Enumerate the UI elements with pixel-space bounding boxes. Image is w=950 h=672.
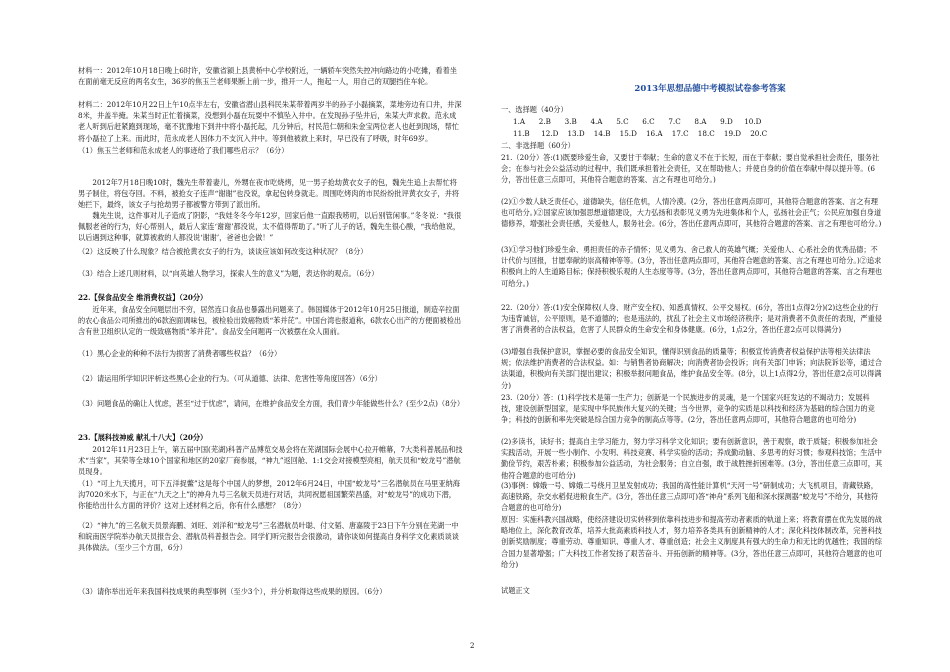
answer-22-1-2: 22.（20分）答:(1)安全保障权(人身、财产安全权)、知悉真情权、公平交易权。(6分，答出1点得2分)(2)这些企业的行为违背诚信，公平原则，是不道德的；也是违法的，扰乱了社会主义市场经济秩序；是对消费者不负责任的表现，严重侵害了消费者的合法权益，危害了人民群众的生命安全和身体健康。(6分，1点2分，答出任意2点可以得满分) — [501, 303, 882, 335]
question-22-3: （3）问题食品的确让人忧虑，甚至“过于忧虑”，请问，在维护食品安全方面，我们青少年能做些什么？(至少2点)（8分） — [78, 399, 465, 408]
section-23-body: 2012年11月23日上午，第五届中国(芜湖)科普产品博览交易会将在芜湖国际会展中心拉开帷幕，7大类科普展品和技术“当家”，其荣等全球10个国家和地区的20家厂商参展，“神九”返回舱、1:1交会对接模型亮相，航天员和“蛟龙号”潜航员现身。 — [78, 445, 463, 477]
wei-story-para-1: 2012年7月18日晚10时，魏先生带着妻儿，外甥在夜市吃烧烤，见一男子抢劫黄衣女子的包，魏先生追上去帮忙将男子制住，将包夺回。不料，被抢女子连声“谢谢”也没说，拿起包转身就走。周围吃烤肉的市民纷纷批评黄衣女子，并将她拦下，最终，该女子与抢劫男子都被警方带到了派出所。 — [78, 178, 460, 210]
section-22-title: 【保食品安全 维消费权益】（20分） — [90, 293, 208, 302]
free-response-heading: 二、非选择题（60分） — [501, 141, 575, 150]
mc-answers-row-1: 1.A 2.B 3.B 4.A 5.C 6.C 7.C 8.A 9.D 10.D — [513, 117, 762, 126]
question-21-1: （1）焦玉兰老师和范永成老人的事迹给了我们哪些启示？（6分） — [78, 146, 289, 155]
answer-21-2: (2)①少数人缺乏责任心，道德缺失，信任危机，人情冷漠。(2分，答出任意两点即可，其他符合题意的答案、言之有理也可给分。)②国家应该加强思想道德建设，大力弘扬和表彰见义勇为先进集体和个人，弘扬社会正气；公民应加强自身道德修养，增强社会责任感，关爱他人，服务社会。(6分，答出任意两点即可，其他符合题意的答案、言之有理也可给分。) — [501, 197, 882, 229]
question-22-2: （2）请运用所学知识评析这些黑心企业的行为。（可从道德、法律、危害性等角度回答）（6分） — [78, 374, 382, 383]
question-21-2: （2）这反映了什么现象？结合被抢黄衣女子的行为，谈谈应该如何改变这种状况？（8分） — [78, 247, 368, 256]
mc-answers-row-2: 11.B 12.D 13.D 14.B 15.D 16.A 17.C 18.C 19.D 20.C — [513, 129, 768, 138]
answer-21-3: (3)①学习他们珍爱生命、勇担责任的赤子情怀；见义勇为、舍己救人的英雄气概；关爱他人、心系社会的优秀品德；不计代价与回报，甘愿奉献的崇高精神等等。(3分，答出任意两点即可，其他符合题意的答案、言之有理也可给分。)②追求积极向上的人生道路目标；保持积极乐观的人生态度等等。(3分，答出任意两点即可，其他符合题意的答案、言之有理也可给分。) — [501, 245, 883, 288]
question-22-1: （1）黑心企业的种种不法行为损害了消费者哪些权益？（6分） — [78, 349, 282, 358]
page-number: 2 — [470, 642, 475, 650]
section-23-heading — [78, 432, 463, 443]
answer-22-3: (3)增强自我保护意识，掌握必要的食品安全知识，懂得识别食品的质量等；积极宣传消费者权益保护法等相关法律法规；依法维护消费者的合法权益。如：与销售者协商解决；向消费者协会投诉；向有关部门申诉；向法院诉讼等，通过合法渠道，积极向有关部门提出建议；积极举报问题食品，维护食品安全等。(8分，以上1点得2分，答出任意2点可以得满分) — [501, 347, 882, 390]
answer-21-1: 21.（20分）答:(1)既要珍爱生命，又要甘于奉献；生命的意义不在于长短，而在于奉献；要自觉承担社会责任，服务社会；在参与社会公益活动的过程中，我们既承担着社会责任，又在帮助他人；并使自身的价值在奉献中得以提升等。(6分，答出任意三点即可，其他符合题意的答案、言之有理也可给分。) — [501, 153, 880, 185]
answer-23-1: 23.（20分）答：(1)科学技术是第一生产力；创新是一个民族进步的灵魂，是一个国家兴旺发达的不竭动力；发展科技，建设创新型国家，是实现中华民族伟大复兴的关键；当今世界，竞争的实质是以科技和经济为基础的综合国力的竞争；科技的创新和率先突破是综合国力竞争的制高点等等。(2分，答出任意两点即可，其他符合题意的也可给分) — [501, 393, 875, 425]
answer-key-title: 2013年思想品德中考模拟试卷参考答案 — [634, 84, 786, 94]
answer-23-3: (3)事例：嫦娥一号、嫦娥二号绕月卫星发射成功；我国的高性能计算机“天河一号”研制成功；大飞机项目，青藏铁路，高速铁路，杂交水稻促进粮食生产。(3分，答出任意三点即可)答“神舟”系列飞船和深水探测器“蛟龙号”不给分，其他符合题意的也可给分) — [501, 481, 879, 513]
section-22-number: 22. — [78, 293, 91, 302]
answer-footer: 试题正文 — [501, 586, 530, 595]
section-22-body: 近年来，食品安全问题层出不穷，居然连口食品也暴露出问题来了。韩国媒体于2012年10月25日报道，制造辛拉面的农心食品公司所推出的6款泡面调味包，被检验出致癌物质“苯并芘”。中国台湾也报道称，6款农心出产的方便面被检出含有世卫组织认定的一级致癌物质“苯并芘”。食品安全问题再一次被摆在众人面前。 — [78, 305, 462, 337]
answer-23-reasons: 原因：实施科教兴国战略，使经济建设切实转移到依靠科技进步和提高劳动者素质的轨道上来；将教育摆在优先发展的战略地位上，深化教育改革，培养大批高素质科技人才，努力培养各类具有创新精神的人才；深化科技体制改革，完善科技创新奖励制度；尊重劳动、尊重知识、尊重人才、尊重创造；社会主义制度具有强大的生命力和无比的优越性；我国的综合国力显著增强；广大科技工作者发扬了艰苦奋斗、开拓创新的精神等。(3分，答出任意三点即可，其他符合题意的也可给分) — [501, 515, 883, 569]
section-22-heading — [78, 292, 463, 303]
material-one: 材料一：2012年10月18日晚上6时许，安徽省颍上县黄桥中心学校附近，一辆轿车突然失控冲向路边的小吃摊，看着坐在面前毫无反应的两名女生，36岁的焦玉兰老师果断上前一步，推开一人，拖起一人，用自己的双腿挡住车轮。 — [78, 66, 457, 87]
question-23-3: （3）请你举出近年来我国科技成果的典型事例（至少3个），并分析取得这些成果的原因。（6分） — [78, 587, 387, 596]
wei-story-para-2: 魏先生说，这件事对儿子造成了阴影，“我娃冬冬今年12岁，回家后他一直跟我唠叨，以后别管闲事。”冬冬说：“我很佩服老爸的行为，好心帮别人，最后人家连‘谢谢’都没说，太不值得帮助了。”听了儿子的话，魏先生很心酸，“我给他说，以后遇到这种事，就算被救的人都没说‘谢谢’，爸爸也会做！” — [78, 211, 462, 243]
answer-23-2: (2)多读书，读好书；提高自主学习能力，努力学习科学文化知识；要有创新意识，善于观察，敢于质疑；积极参加社会实践活动，开展一些小制作、小发明、科技竞赛、科学实验的活动；养成勤动脑、多思考的好习惯；参观科技馆；生活中勤俭节约，艰苦朴素；积极参加公益活动，为社会服务；自立自强，敢于战胜挫折困难等。(3分，答出任意三点即可，其他符合题意的也可给分) — [501, 437, 883, 480]
question-21-3: （3）结合上述几则材料，以“向英雄人物学习，探索人生的意义”为题，表达你的观点。（6分） — [78, 269, 379, 278]
material-two: 材料二：2012年10月22日上午10点半左右，安徽省潜山县科民朱某带着两岁半的孙子小磊摘菜，菜地旁边有口井，井深8米，井盖半掩。朱某当时正忙着摘菜，没想到小磊在玩耍中不慎坠入井中。在发现孙子坠井后，朱某大声求救。范永成老人听到后赶紧跑到现场，毫不犹豫地下到井中将小磊托起，几分钟后，村民范仁朝和朱金宝两位老人也赶到现场，帮忙将小磊拉了上来。而此时，范永成老人因体力不支沉入井中。等到他被救上来时，早已没有了呼吸，时年69岁。 — [78, 100, 462, 143]
section-23-title: 【展科技神威 献礼十八大】（20分） — [90, 433, 208, 442]
section-23-number: 23. — [78, 433, 91, 442]
question-23-1: （1）“可上九天揽月，可下五洋捉鳖”这是每个中国人的梦想，2012年6月24日，中国“蛟龙号”三名潜航员在马里亚纳海沟7020米水下，与正在“九天之上”的神舟九号三名航天员进行对话，共同祝愿祖国繁荣昌盛，对“蛟龙号”的成功下潜，你能给出什么方面的评价？这对上述材料之后，你有什么感想？（8分） — [78, 479, 460, 511]
question-23-2: （2）“神九”的三名航天员景海鹏、刘旺、刘洋和“蛟龙号”三名潜航员叶聪、付文韬、唐嘉陵于23日下午分别在芜湖一中和皖南医学院举办航天员报告会、潜航员科普报告会。同学们听完报告会很激动，请你谈如何提高自身科学文化素质谈谈具体做法。（至少三个方面，6分） — [78, 521, 459, 553]
mc-section-heading: 一、选择题（40分） — [501, 105, 568, 114]
